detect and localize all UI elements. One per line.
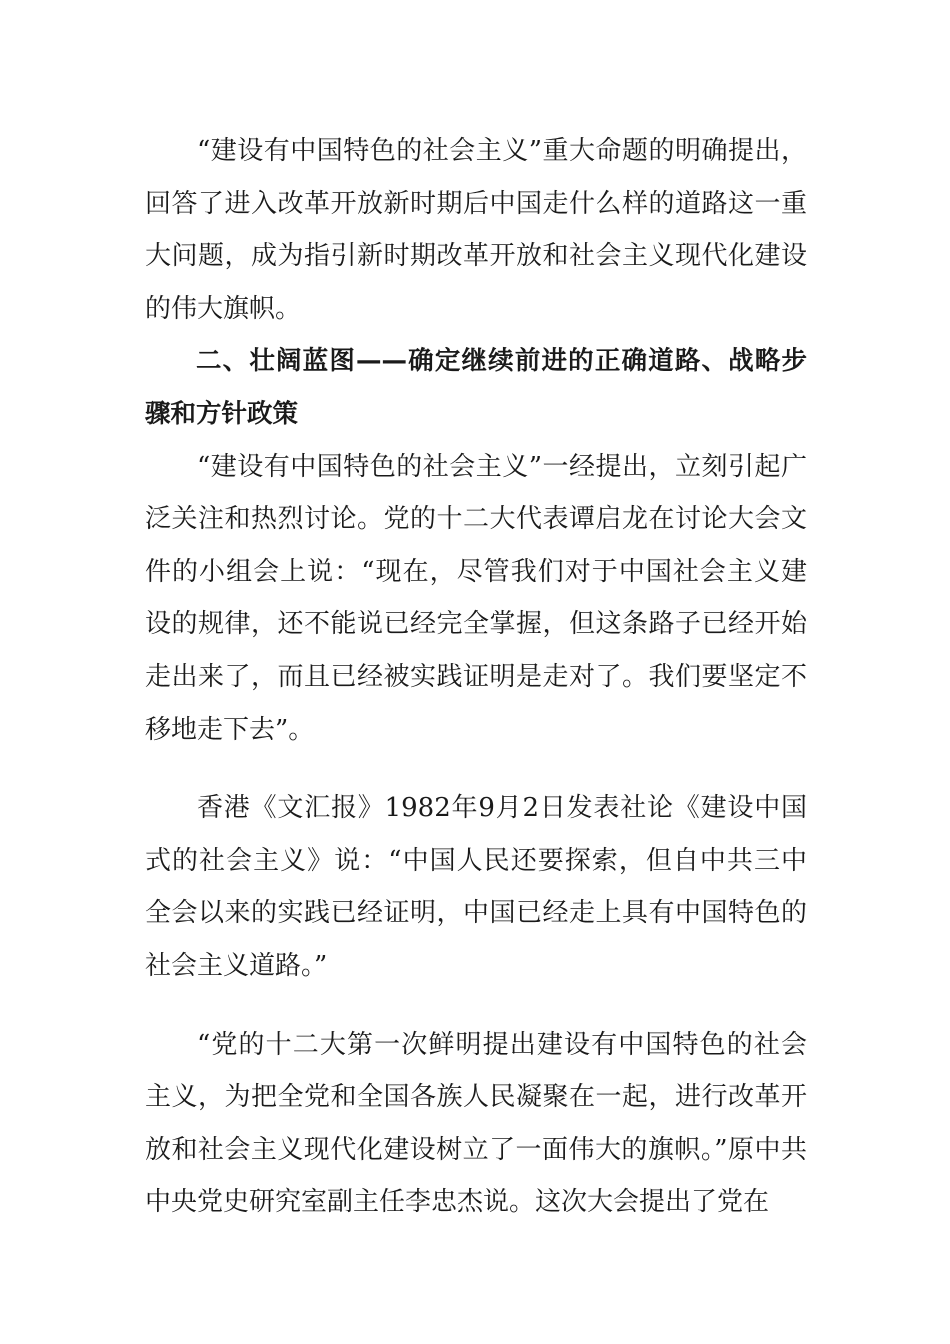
paragraph-3: 香港《文汇报》1982年9月2日发表社论《建设中国式的社会主义》说：“中国人民还要探索，但自中共三中全会以来的实践已经证明，中国已经走上具有中国特色的社会主义道路。”: [145, 793, 807, 981]
document-body: [145, 125, 807, 1229]
paragraph-1: “建设有中国特色的社会主义”重大命题的明确提出，回答了进入改革开放新时期后中国走什么样的道路这一重大问题，成为指引新时期改革开放和社会主义现代化建设的伟大旗帜。: [145, 136, 807, 324]
section-heading: 二、壮阔蓝图——确定继续前进的正确道路、战略步骤和方针政策: [145, 346, 807, 429]
paragraph-4: “党的十二大第一次鲜明提出建设有中国特色的社会主义，为把全党和全国各族人民凝聚在一起，进行改革开放和社会主义现代化建设树立了一面伟大的旗帜。”原中共中央党史研究室副主任李忠杰说。这次大会提出了党在: [145, 1029, 807, 1218]
paragraph-2: “建设有中国特色的社会主义”一经提出，立刻引起广泛关注和热烈讨论。党的十二大代表谭启龙在讨论大会文件的小组会上说：“现在，尽管我们对于中国社会主义建设的规律，还不能说已经完全掌握，但这条路子已经开始走出来了，而且已经被实践证明是走对了。我们要坚定不移地走下去”。: [145, 451, 807, 745]
